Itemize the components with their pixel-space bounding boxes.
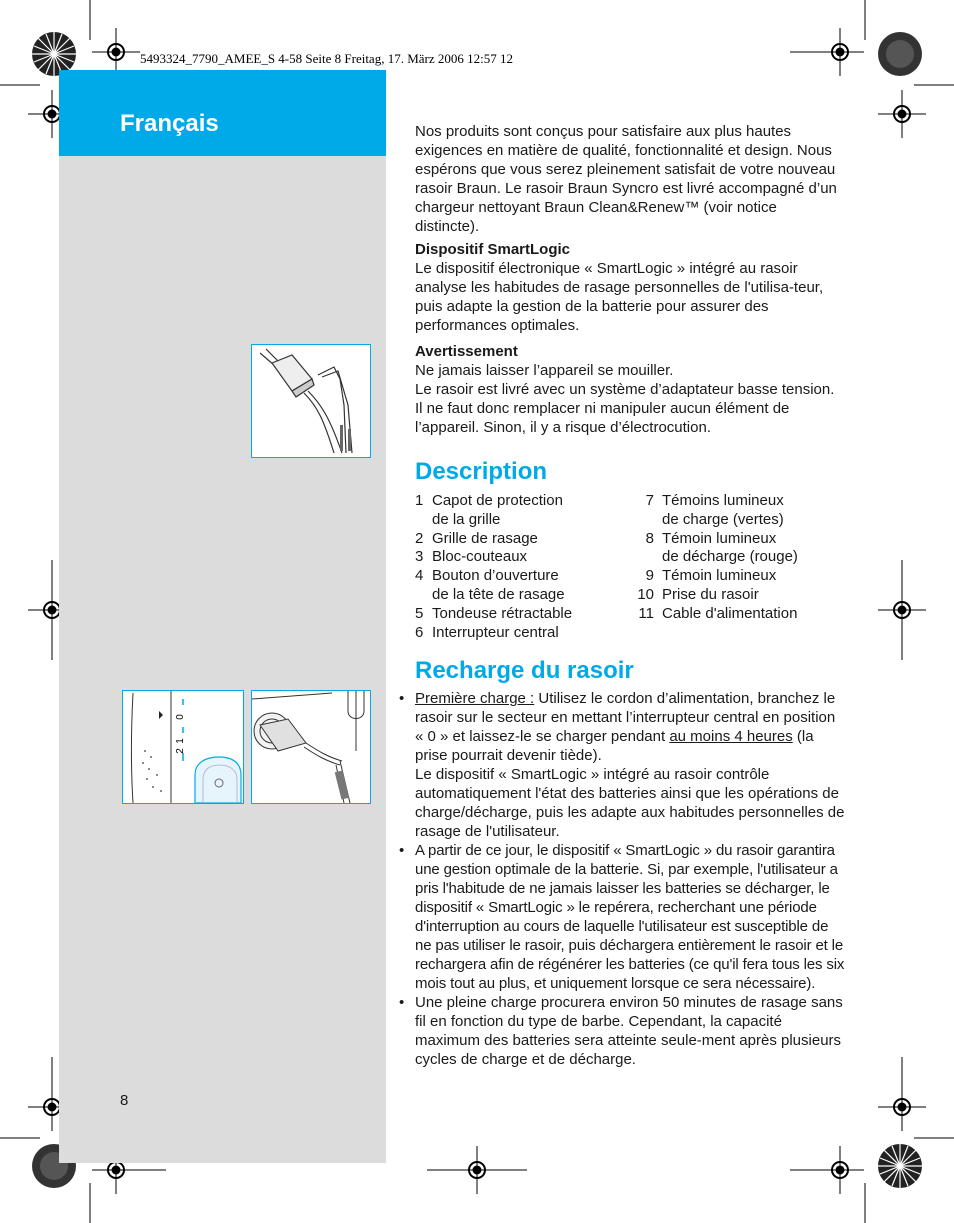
language-title: Français [120, 110, 219, 137]
list-item: 4 Bouton d’ouverture [415, 567, 559, 584]
bullet-full-charge: • Une pleine charge procurera environ 50 minutes de rasage sans fil en fonction du type de barbe. Cependant, la capacité maximum des batteries sera atteinte seule-ment après plusieurs cycles de charge et de décharge. [415, 993, 845, 1069]
list-item: 9 Témoin lumineux [645, 567, 777, 584]
list-item-cont: de décharge (rouge) [662, 548, 798, 565]
list-item-cont: de la tête de rasage [432, 586, 565, 603]
smartlogic-text: Le dispositif électronique « SmartLogic » intégré au rasoir analyse les habitudes de rasage personnelles de l'utilisa-teur, puis adapte la gestion de la batterie pour assurer des performances optimales. [415, 260, 824, 334]
warning-section [415, 342, 845, 437]
plug-illustration [251, 344, 371, 458]
print-header: 5493324_7790_AMEE_S 4-58 Seite 8 Freitag, 17. März 2006 12:57 12 [140, 51, 513, 66]
list-item: 5 Tondeuse rétractable [415, 605, 573, 622]
page-number: 8 [120, 1092, 129, 1109]
sidebar-column [59, 70, 386, 1163]
recharge-heading: Recharge du rasoir [415, 657, 634, 684]
bullet-smartlogic: • A partir de ce jour, le dispositif « SmartLogic » du rasoir garantira une gestion optimale de la batterie. Si, par exemple, l'utilisateur a pris l'habitude de ne jamais laisser les batteries se décharger, le dispositif « SmartLogic » le repérera, recherchant une période d'interruption au cours de laquelle l'utilisateur est susceptible de ne pas utiliser le rasoir, puis déchargera entièrement le rasoir et le rechargera afin de régénérer les batteries (ce qu'il fera tous les six mois tout au plus, et uniquement lorsque ce sera nécessaire). [415, 841, 845, 993]
language-header [59, 70, 386, 156]
recharge-section [415, 689, 845, 1069]
list-item: 7 Témoins lumineux [645, 492, 784, 509]
switch-label-1: 1 [175, 738, 186, 744]
warning-title: Avertissement [415, 343, 518, 360]
smartlogic-title: Dispositif SmartLogic [415, 241, 571, 258]
bullet-first-charge: • Première charge : Utilisez le cordon d’alimentation, branchez le rasoir sur le secteur en mettant l’interrupteur central en position « 0 » et laissez-le se charger pendant au moins 4 heures (la prise pourrait devenir tiède). Le dispositif « SmartLogic » intégré au rasoir contrôle automatiquement l'état des batteries ainsi que les opérations de charge/décharge, puis les adapte aux habitudes personnelles de rasage de l'utilisateur. [415, 689, 845, 841]
switch-label-2: 2 [175, 748, 186, 754]
list-item: 8 Témoin lumineux [645, 530, 777, 547]
list-item: 6 Interrupteur central [415, 624, 559, 641]
switch-illustration [122, 690, 244, 804]
intro-paragraph: Nos produits sont conçus pour satisfaire aux plus hautes exigences en matière de qualité, fonctionnalité et design. Nous espérons que vous serez pleinement satisfait de votre nouveau rasoir Braun. Le rasoir Braun Syncro est livré accompagné d’un chargeur nettoyant Braun Clean&Renew™ (voir notice distincte). [415, 123, 837, 235]
list-item: 1 Capot de protection [415, 492, 563, 509]
list-item-cont: de la grille [432, 511, 501, 528]
warning-line2: Le rasoir est livré avec un système d’adaptateur basse tension. Il ne faut donc remplacer ni manipuler aucun élément de l’appareil. Sinon, il y a risque d’électrocution. [415, 381, 835, 436]
list-item-cont: de charge (vertes) [662, 511, 784, 528]
list-item: 3 Bloc-couteaux [415, 548, 528, 565]
list-item: 2 Grille de rasage [415, 530, 538, 547]
list-item: 10 Prise du rasoir [637, 586, 759, 603]
list-item: 11 Cable d'alimentation [638, 605, 798, 622]
warning-line1: Ne jamais laisser l’appareil se mouiller. [415, 362, 674, 379]
wall-socket-illustration [251, 690, 371, 804]
switch-label-0: 0 [175, 714, 186, 720]
smartlogic-section [415, 240, 845, 335]
description-heading: Description [415, 458, 548, 485]
